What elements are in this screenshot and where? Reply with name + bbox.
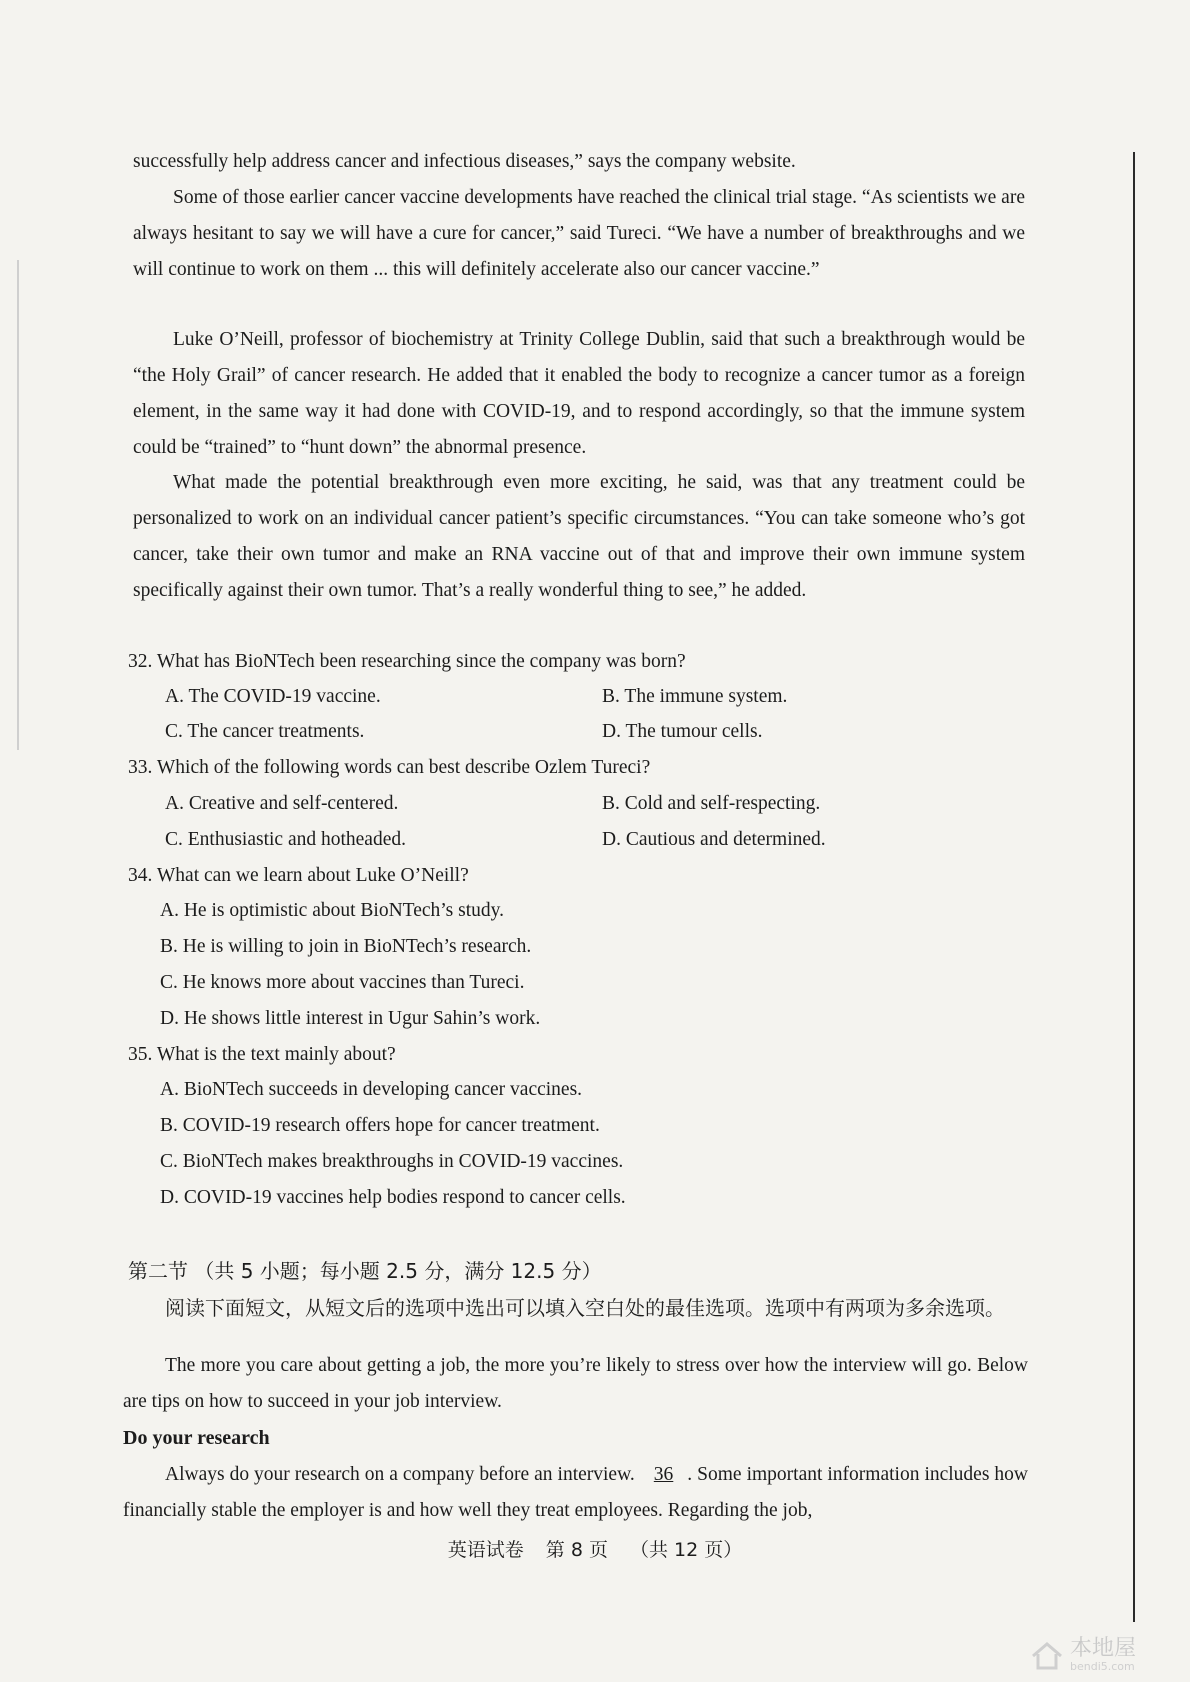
section-2-heading: 第二节 （共 5 小题；每小题 2.5 分，满分 12.5 分） [128, 1259, 602, 1283]
q34-option-c: C. He knows more about vaccines than Tureci. [160, 972, 525, 993]
blank-36: 36 [653, 1464, 674, 1485]
watermark-text: 本地屋 [1070, 1636, 1137, 1661]
q35-option-b: B. COVID-19 research offers hope for cancer treatment. [160, 1115, 600, 1136]
q35-option-c: C. BioNTech makes breakthroughs in COVID-19 vaccines. [160, 1151, 624, 1172]
footer-total-pages: （共 12 页） [630, 1539, 743, 1561]
q34-option-b: B. He is willing to join in BioNTech’s research. [160, 936, 532, 957]
section-2-subheading: Do your research [123, 1427, 270, 1449]
watermark [1030, 1638, 1136, 1673]
body-before-blank: Always do your research on a company before an interview. [165, 1464, 635, 1485]
footer-subject: 英语试卷 [447, 1539, 524, 1561]
house-icon [1030, 1641, 1064, 1671]
q33-option-c: C. Enthusiastic and hotheaded. [165, 829, 406, 850]
section-2-intro: The more you care about getting a job, the more you’re likely to stress over how the interview will go. Below are tips on how to succeed in your job interview. [123, 1355, 1028, 1412]
q32-option-b: B. The immune system. [602, 686, 788, 707]
question-33-stem: 33. Which of the following words can best describe Ozlem Tureci? [128, 757, 651, 778]
binding-shadow [17, 260, 19, 750]
question-32-stem: 32. What has BioNTech been researching since the company was born? [128, 651, 686, 672]
footer-page-number: 第 8 页 [545, 1539, 608, 1561]
page-edge-line [1133, 152, 1135, 1622]
section-2-body [123, 1457, 1028, 1529]
passage-paragraph-3: Luke O’Neill, professor of biochemistry at Trinity College Dublin, said that such a breakthrough would be “the Holy Grail” of cancer research. He added that it enabled the body to recognize a cancer tumor as a foreign element, in the same way it had done with COVID-19, and to respond accordingly, so that the immune system could be “trained” to “hunt down” the abnormal presence. [133, 329, 1025, 458]
body-after-blank: . Some important information includes how financially stable the employer is and how well they treat employees. Regarding the job, [123, 1464, 1029, 1521]
q33-option-a: A. Creative and self-centered. [165, 793, 399, 814]
q34-option-a: A. He is optimistic about BioNTech’s study. [160, 900, 505, 921]
page-footer [0, 1535, 1190, 1562]
question-35-stem: 35. What is the text mainly about? [128, 1044, 396, 1065]
q35-option-d: D. COVID-19 vaccines help bodies respond to cancer cells. [160, 1187, 626, 1208]
passage-paragraph-1: successfully help address cancer and infectious diseases,” says the company website. [133, 151, 796, 172]
question-34-stem: 34. What can we learn about Luke O’Neill? [128, 865, 469, 886]
passage-paragraph-4: What made the potential breakthrough even more exciting, he said, was that any treatment could be personalized to work on an individual cancer patient’s specific circumstances. “You can take someone who’s got cancer, take their own tumor and make an RNA vaccine out of that and improve their own immune system specifically against their own tumor. That’s a really wonderful thing to see,” he added. [133, 472, 1025, 601]
q33-option-d: D. Cautious and determined. [602, 829, 826, 850]
q32-option-c: C. The cancer treatments. [165, 721, 365, 742]
q34-option-d: D. He shows little interest in Ugur Sahin’s work. [160, 1008, 541, 1029]
q32-option-a: A. The COVID-19 vaccine. [165, 686, 381, 707]
q33-option-b: B. Cold and self-respecting. [602, 793, 821, 814]
watermark-url: bendi5.com [1070, 1660, 1135, 1673]
q35-option-a: A. BioNTech succeeds in developing cancer vaccines. [160, 1079, 583, 1100]
q32-option-d: D. The tumour cells. [602, 721, 763, 742]
section-2-instruction: 阅读下面短文，从短文后的选项中选出可以填入空白处的最佳选项。选项中有两项为多余选项。 [165, 1296, 1005, 1320]
passage-paragraph-2: Some of those earlier cancer vaccine developments have reached the clinical trial stage. “As scientists we are always hesitant to say we will have a cure for cancer,” said Tureci. “We have a number of breakthroughs and we will continue to work on them ... this will definitely accelerate also our cancer vaccine.” [133, 187, 1025, 280]
